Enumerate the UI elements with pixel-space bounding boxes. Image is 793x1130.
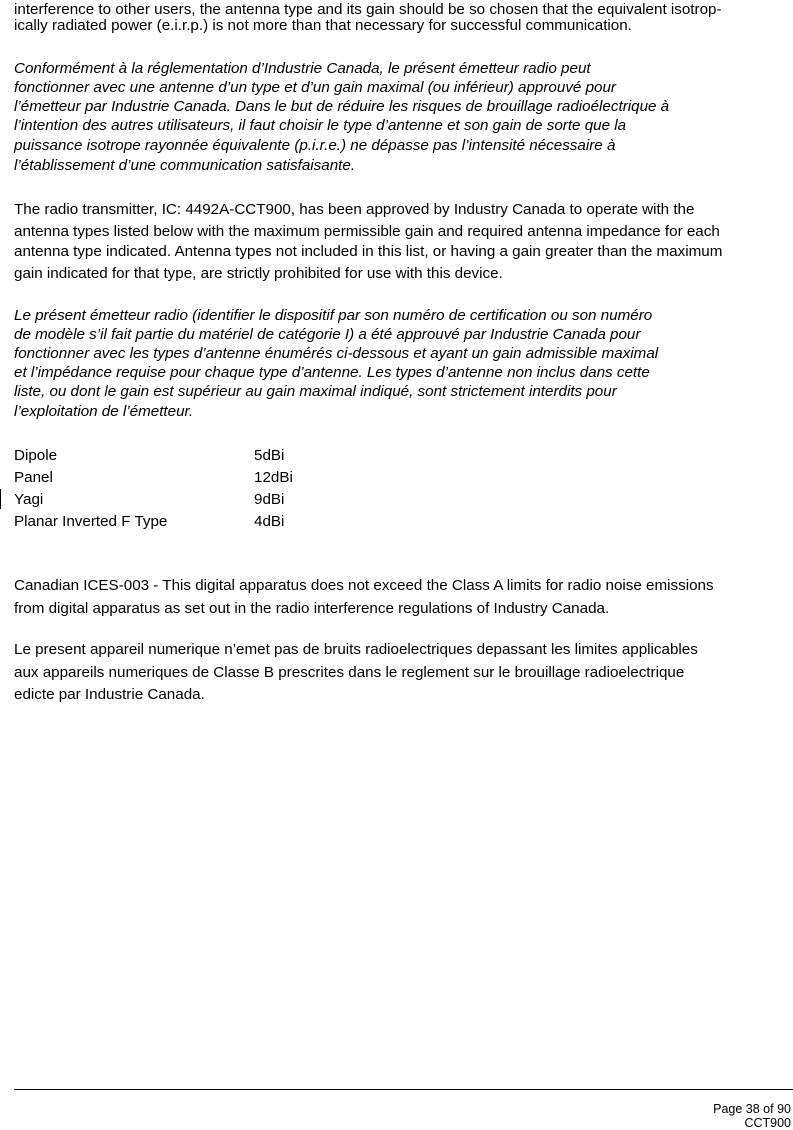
text-line: l’émetteur par Industrie Canada. Dans le but de réduire les risques de brouillage radioélectrique à [14,98,670,115]
text-line: Conformément à la réglementation d’Industrie Canada, le présent émetteur radio peut [14,60,591,77]
text-line: gain indicated for that type, are strictly prohibited for use with this device. [14,265,503,282]
text-line: fonctionner avec une antenne d’un type et d’un gain maximal (ou inférieur) approuvé pour [14,79,616,96]
antenna-gain: 9dBi [254,491,285,508]
antenna-type: Planar Inverted F Type [14,513,168,530]
text-line: fonctionner avec les types d’antenne énumérés ci-dessous et ayant un gain admissible maximal [14,345,659,362]
page-number: Page 38 of 90 [713,1102,791,1116]
text-line: de modèle s’il fait partie du matériel de catégorie I) a été approuvé par Industrie Canada pour [14,326,641,343]
text-line: ically radiated power (e.i.r.p.) is not more than that necessary for successful communication. [14,17,632,34]
text-line: et l’impédance requise pour chaque type d’antenne. Les types d’antenne non inclus dans cette [14,364,650,381]
footer-divider [14,1089,793,1090]
text-line: antenna types listed below with the maximum permissible gain and required antenna impedance for each [14,223,720,240]
text-line: interference to other users, the antenna type and its gain should be so chosen that the equivalent isotrop- [14,1,722,18]
text-line: l’exploitation de l’émetteur. [14,403,194,420]
antenna-gain: 12dBi [254,469,293,486]
text-line: aux appareils numeriques de Classe B prescrites dans le reglement sur le brouillage radioelectrique [14,664,685,681]
text-line: puissance isotrope rayonnée équivalente (p.i.r.e.) ne dépasse pas l’intensité nécessaire à [14,137,616,154]
antenna-gain: 4dBi [254,513,285,530]
model-label: CCT900 [744,1116,791,1130]
antenna-type: Dipole [14,447,58,464]
text-line: l’intention des autres utilisateurs, il faut choisir le type d’antenne et son gain de sorte que la [14,117,627,134]
text-line: from digital apparatus as set out in the radio interference regulations of Industry Canada. [14,600,610,617]
antenna-gain: 5dBi [254,447,285,464]
text-line: Le présent émetteur radio (identifier le dispositif par son numéro de certification ou son numéro [14,307,653,324]
change-bar-mark [0,489,1,509]
text-line: l’établissement d’une communication satisfaisante. [14,157,356,174]
antenna-type: Yagi [14,491,44,508]
antenna-type: Panel [14,469,53,486]
text-line: Le present appareil numerique n’emet pas de bruits radioelectriques depassant les limites applicables [14,641,698,658]
text-line: The radio transmitter, IC: 4492A-CCT900, has been approved by Industry Canada to operate with the [14,201,695,218]
text-line: edicte par Industrie Canada. [14,686,205,703]
text-line: liste, ou dont le gain est supérieur au gain maximal indiqué, sont strictement interdits pour [14,383,617,400]
text-line: antenna type indicated. Antenna types not included in this list, or having a gain greater than the maximum [14,243,723,260]
text-line: Canadian ICES-003 - This digital apparatus does not exceed the Class A limits for radio noise emissions [14,577,714,594]
